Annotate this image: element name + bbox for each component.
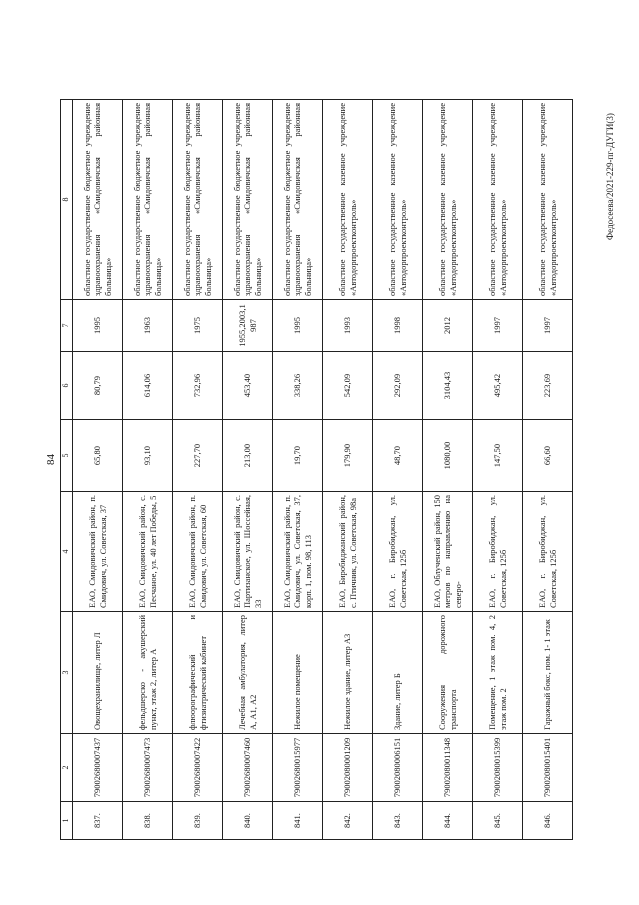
cadastral-code: 79002680007460 xyxy=(223,734,273,802)
table-row xyxy=(223,100,273,840)
object-name: флюорографический и фтизиатрический кабинет xyxy=(173,612,223,734)
build-year: 1975 xyxy=(173,300,223,352)
cadastral-code: 79002080015401 xyxy=(523,734,573,802)
object-area: 65,80 xyxy=(73,420,123,492)
row-number: 846. xyxy=(523,802,573,840)
object-value: 732,96 xyxy=(173,352,223,420)
build-year: 1995 xyxy=(73,300,123,352)
object-area: 48,70 xyxy=(373,420,423,492)
column-number: 3 xyxy=(61,612,73,734)
page-number: 84 xyxy=(45,454,57,465)
table-row xyxy=(373,100,423,840)
table-row xyxy=(123,100,173,840)
row-number: 844. xyxy=(423,802,473,840)
cadastral-code: 79002080015399 xyxy=(473,734,523,802)
object-name: Нежилое здание, литер А3 xyxy=(323,612,373,734)
object-area: 93,10 xyxy=(123,420,173,492)
object-name: Нежилое помещение xyxy=(273,612,323,734)
object-value: 542,09 xyxy=(323,352,373,420)
object-address: ЕАО, Смидовичский район, п. Смидович, ул. Советская, 37, корп. 1, пом. 98, 113 xyxy=(273,492,323,612)
rights-holder: областное государственное бюджетное учреждение здравоохранения «Смидовичская районная больница» xyxy=(223,100,273,300)
object-value: 80,79 xyxy=(73,352,123,420)
object-area: 66,60 xyxy=(523,420,573,492)
object-address: ЕАО, г. Биробиджан, ул. Советская, 125б xyxy=(473,492,523,612)
object-name: Помещение, 1 этаж пом. 4, 2 этаж пом. 2 xyxy=(473,612,523,734)
cadastral-code: 79002680007437 xyxy=(73,734,123,802)
row-number: 837. xyxy=(73,802,123,840)
rights-holder: областное государственное бюджетное учреждение здравоохранения «Смидовичская районная больница» xyxy=(123,100,173,300)
object-name: Овощехранилище, литер Л xyxy=(73,612,123,734)
object-address: ЕАО, Биробиджанский район, с. Птичник, ул. Советская, 98а xyxy=(323,492,373,612)
column-number-row xyxy=(61,100,73,840)
document-footer: Федосеева/2021-229-пг-ДУГИ(3) xyxy=(605,113,615,240)
row-number: 842. xyxy=(323,802,373,840)
table-row xyxy=(423,100,473,840)
rights-holder: областное государственное казенное учреждение «Автодорпроектконтроль» xyxy=(523,100,573,300)
cadastral-code: 79002680015977 xyxy=(273,734,323,802)
column-number: 1 xyxy=(61,802,73,840)
table-row xyxy=(73,100,123,840)
row-number: 843. xyxy=(373,802,423,840)
object-value: 495,42 xyxy=(473,352,523,420)
object-value: 223,69 xyxy=(523,352,573,420)
object-value: 338,26 xyxy=(273,352,323,420)
property-register-table xyxy=(60,99,573,840)
object-address: ЕАО, Облученский район, 150 метров по направлению на северо- xyxy=(423,492,473,612)
object-address: ЕАО, г. Биробиджан, ул. Советская, 125б xyxy=(523,492,573,612)
build-year: 1998 xyxy=(373,300,423,352)
object-area: 1080,00 xyxy=(423,420,473,492)
cadastral-code: 79002680007422 xyxy=(173,734,223,802)
build-year: 1955,2003,1 987 xyxy=(223,300,273,352)
table-row xyxy=(473,100,523,840)
column-number: 2 xyxy=(61,734,73,802)
build-year: 1993 xyxy=(323,300,373,352)
build-year: 1995 xyxy=(273,300,323,352)
object-value: 453,40 xyxy=(223,352,273,420)
object-value: 3104,43 xyxy=(423,352,473,420)
cadastral-code: 79002680007473 xyxy=(123,734,173,802)
object-name: Гаражный бокс, пом. 1- 1 этаж xyxy=(523,612,573,734)
object-address: ЕАО, Смидовичский район, п. Смидович, ул. Советская, 37 xyxy=(73,492,123,612)
column-number: 8 xyxy=(61,100,73,300)
row-number: 839. xyxy=(173,802,223,840)
row-number: 840. xyxy=(223,802,273,840)
column-number: 7 xyxy=(61,300,73,352)
column-number: 6 xyxy=(61,352,73,420)
cadastral-code: 79002080011348 xyxy=(423,734,473,802)
row-number: 841. xyxy=(273,802,323,840)
build-year: 1997 xyxy=(523,300,573,352)
cadastral-code: 79002080001209 xyxy=(323,734,373,802)
table-row xyxy=(323,100,373,840)
object-address: ЕАО, Смидовичский район, с. Песчаное, ул. 40 лет Победы, 5 xyxy=(123,492,173,612)
rights-holder: областное государственное казенное учреждение «Автодорпроектконтроль» xyxy=(473,100,523,300)
object-value: 614,06 xyxy=(123,352,173,420)
rights-holder: областное государственное казенное учреждение «Автодорпроектконтроль» xyxy=(423,100,473,300)
object-name: Здание, литер Б xyxy=(373,612,423,734)
build-year: 2012 xyxy=(423,300,473,352)
row-number: 845. xyxy=(473,802,523,840)
rights-holder: областное государственное бюджетное учреждение здравоохранения «Смидовичская районная больница» xyxy=(73,100,123,300)
object-area: 227,70 xyxy=(173,420,223,492)
rights-holder: областное государственное казенное учреждение «Автодорпроектконтроль» xyxy=(373,100,423,300)
object-address: ЕАО, Смидовичский район, п. Смидович, ул. Советская, 60 xyxy=(173,492,223,612)
object-name: фельдшерско - акушерский пункт, этаж 2, литер А xyxy=(123,612,173,734)
table-row xyxy=(173,100,223,840)
object-address: ЕАО, г. Биробиджан, ул. Советская, 125б xyxy=(373,492,423,612)
column-number: 4 xyxy=(61,492,73,612)
object-name: Сооружения дорожного транспорта xyxy=(423,612,473,734)
object-area: 179,90 xyxy=(323,420,373,492)
object-area: 147,50 xyxy=(473,420,523,492)
object-value: 292,09 xyxy=(373,352,423,420)
build-year: 1963 xyxy=(123,300,173,352)
object-area: 213,00 xyxy=(223,420,273,492)
table-row xyxy=(273,100,323,840)
rights-holder: областное государственное бюджетное учреждение здравоохранения «Смидовичская районная больница» xyxy=(173,100,223,300)
object-area: 19,70 xyxy=(273,420,323,492)
column-number: 5 xyxy=(61,420,73,492)
rights-holder: областное государственное бюджетное учреждение здравоохранения «Смидовичская районная больница» xyxy=(273,100,323,300)
rights-holder: областное государственное казенное учреждение «Автодорпроектконтроль» xyxy=(323,100,373,300)
cadastral-code: 79002080006151 xyxy=(373,734,423,802)
object-name: Лечебная амбулатория, литер А, А1, А2 xyxy=(223,612,273,734)
build-year: 1997 xyxy=(473,300,523,352)
table-row xyxy=(523,100,573,840)
object-address: ЕАО, Смидовичский район, с. Партизанское, ул. Шоссейная, 33 xyxy=(223,492,273,612)
row-number: 838. xyxy=(123,802,173,840)
